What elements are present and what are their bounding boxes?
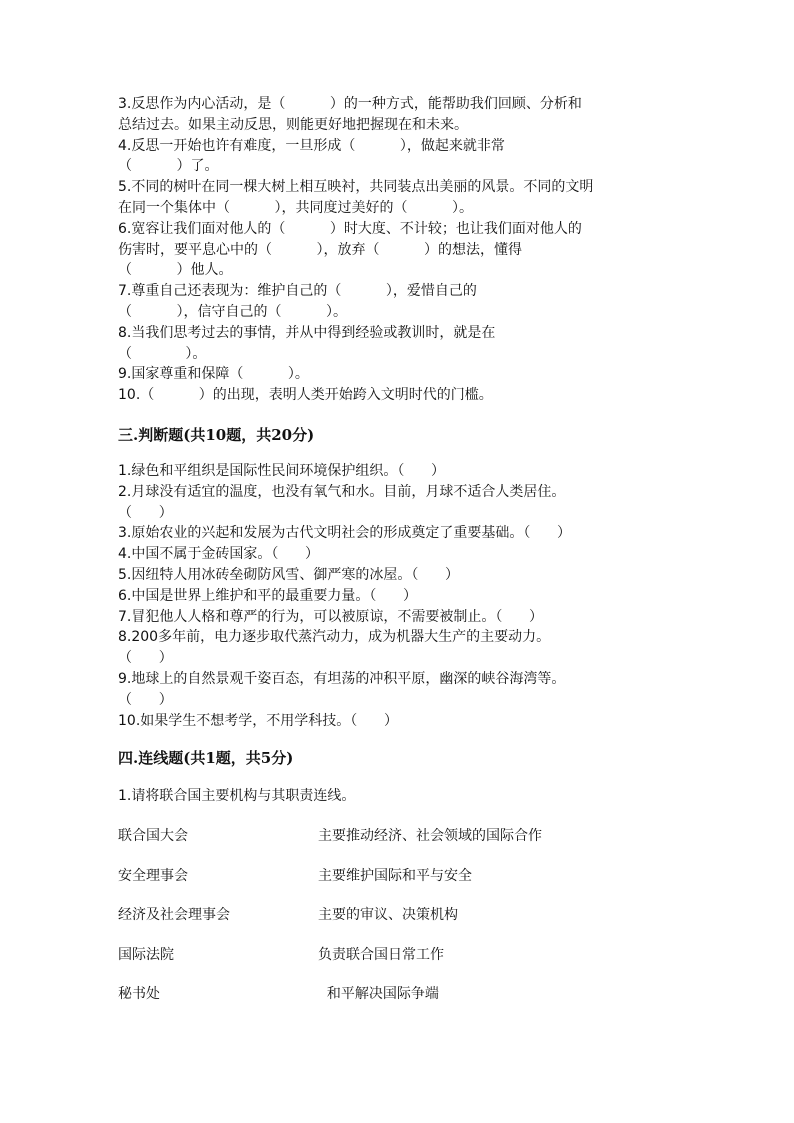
organ-name: 经济及社会理事会 (118, 907, 230, 924)
matching-section (118, 826, 678, 1024)
judgment-line: 5.因纽特人用冰砖垒砌防风雪、御严寒的冰屋。（ ） (118, 566, 460, 583)
fill-line: 伤害时，要平息心中的（ ），放弃（ ）的想法，懂得 (118, 241, 523, 258)
fill-line: （ ），信守自己的（ ）。 (118, 303, 348, 320)
matching-row (118, 826, 678, 866)
fill-line: 9.国家尊重和保障（ ）。 (118, 366, 309, 383)
judgment-line: 2.月球没有适宜的温度，也没有氧气和水。目前，月球不适合人类居住。 (118, 483, 566, 500)
organ-duty: 负责联合国日常工作 (318, 946, 444, 963)
judgment-line: 9.地球上的自然景观千姿百态，有坦荡的冲积平原，幽深的峡谷海湾等。 (118, 670, 566, 687)
fill-line: 总结过去。如果主动反思，则能更好地把握现在和未来。 (118, 116, 468, 133)
matching-question: 1.请将联合国主要机构与其职责连线。 (118, 788, 356, 805)
organ-duty: 主要的审议、决策机构 (318, 907, 458, 924)
fill-in-blank-section (118, 94, 678, 406)
section-title-matching: 四.连线题(共1题，共5分) (118, 749, 294, 768)
matching-row (118, 945, 678, 985)
judgment-line: 10.如果学生不想考学，不用学科技。（ ） (118, 712, 398, 729)
judgment-section (118, 461, 678, 731)
judgment-line: （ ） (118, 650, 173, 667)
fill-line: 在同一个集体中（ ），共同度过美好的（ ）。 (118, 199, 474, 216)
organ-name: 国际法院 (118, 946, 174, 963)
judgment-line: 4.中国不属于金砖国家。（ ） (118, 546, 320, 563)
judgment-line: （ ） (118, 691, 173, 708)
judgment-line: 8.200多年前，电力逐步取代蒸汽动力，成为机器大生产的主要动力。 (118, 629, 551, 646)
organ-name: 安全理事会 (118, 867, 188, 884)
organ-duty: 和平解决国际争端 (318, 986, 439, 1003)
organ-duty: 主要维护国际和平与安全 (318, 867, 472, 884)
section-title-judgment: 三.判断题(共10题，共20分) (118, 425, 315, 444)
matching-row (118, 905, 678, 945)
organ-name: 联合国大会 (118, 828, 188, 845)
fill-line: 10.（ ）的出现，表明人类开始跨入文明时代的门槛。 (118, 387, 493, 404)
fill-line: 3.反思作为内心活动，是（ ）的一种方式，能帮助我们回顾、分析和 (118, 96, 582, 112)
judgment-line: 1.绿色和平组织是国际性民间环境保护组织。（ ） (118, 462, 446, 479)
organ-duty: 主要推动经济、社会领域的国际合作 (318, 828, 542, 845)
matching-row (118, 984, 678, 1024)
fill-line: （ ）他人。 (118, 262, 233, 279)
worksheet-page (118, 94, 678, 1024)
fill-line: 5.不同的树叶在同一棵大树上相互映衬，共同装点出美丽的风景。不同的文明 (118, 179, 594, 196)
fill-line: 6.宽容让我们面对他人的（ ）时大度、不计较；也让我们面对他人的 (118, 220, 582, 237)
fill-line: （ ）。 (118, 345, 207, 362)
judgment-line: 3.原始农业的兴起和发展为古代文明社会的形成奠定了重要基础。（ ） (118, 525, 572, 542)
fill-line: 7.尊重自己还表现为：维护自己的（ ），爱惜自己的 (118, 283, 477, 300)
judgment-line: （ ） (118, 504, 173, 521)
fill-line: 8.当我们思考过去的事情，并从中得到经验或教训时，就是在 (118, 324, 496, 341)
fill-line: 4.反思一开始也许有难度，一旦形成（ ），做起来就非常 (118, 137, 505, 154)
organ-name: 秘书处 (118, 986, 160, 1003)
matching-row (118, 866, 678, 906)
fill-line: （ ）了。 (118, 158, 219, 175)
judgment-line: 7.冒犯他人人格和尊严的行为，可以被原谅，不需要被制止。（ ） (118, 608, 544, 625)
judgment-line: 6.中国是世界上维护和平的最重要力量。（ ） (118, 587, 418, 604)
